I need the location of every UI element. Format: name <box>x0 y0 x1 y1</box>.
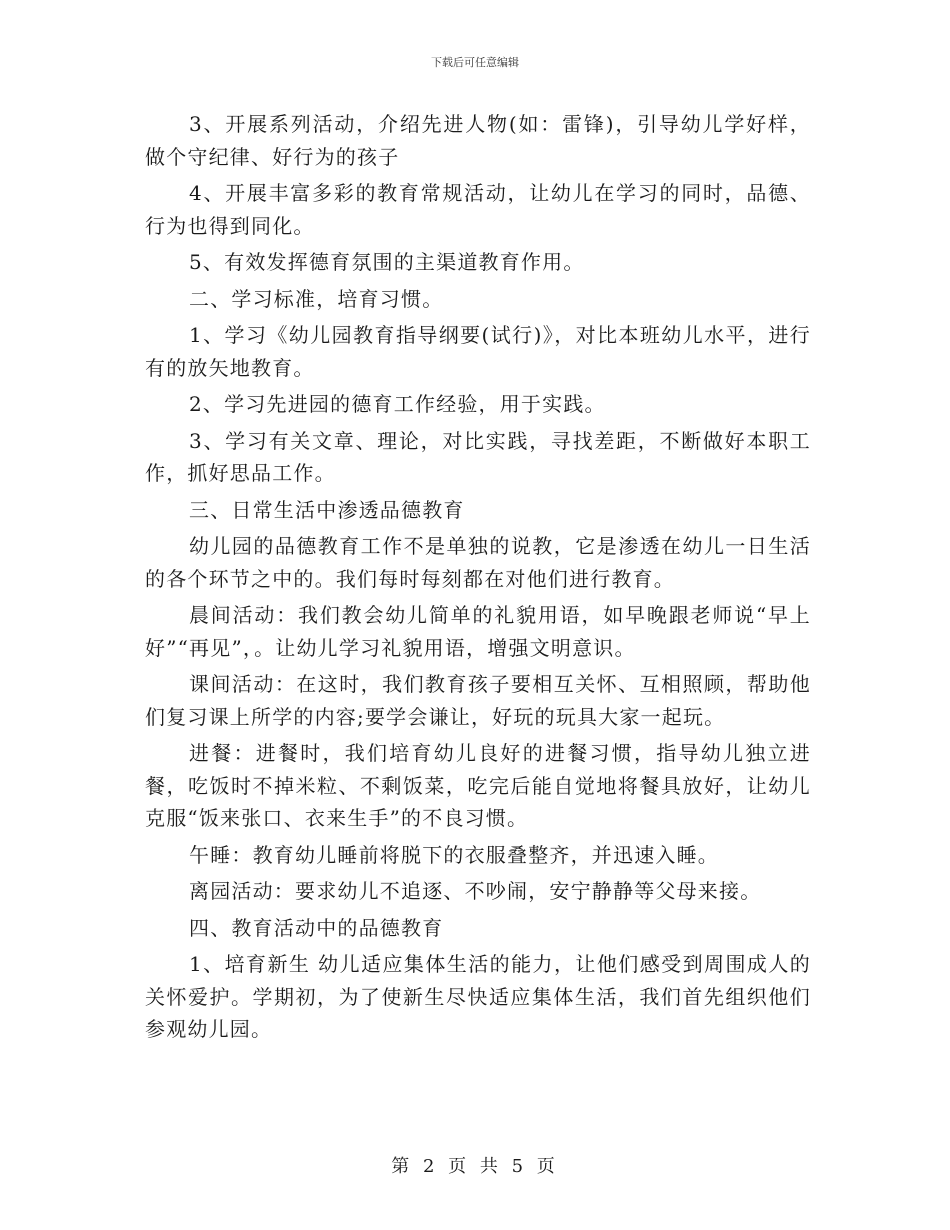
section-heading: 四、教育活动中的品德教育 <box>189 915 444 940</box>
paragraph: 课间活动：在这时，我们教育孩子要相互关怀、互相照顾，帮助他们复习课上所学的内容;要学会谦让，好玩的玩具大家一起玩。 <box>145 672 811 729</box>
page-number: 第 2 页 共 5 页 <box>391 1156 559 1177</box>
paragraph: 晨间活动：我们教会幼儿简单的礼貌用语，如早晚跟老师说“早上好”“再见”，。让幼儿学习礼貌用语，增强文明意识。 <box>145 603 811 660</box>
paragraph: 1、培育新生 幼儿适应集体生活的能力，让他们感受到周围成人的关怀爱护。学期初，为了使新生尽快适应集体生活，我们首先组织他们参观幼儿园。 <box>145 952 811 1041</box>
paragraph: 3、开展系列活动，介绍先进人物(如：雷锋)，引导幼儿学好样，做个守纪律、好行为的孩子 <box>145 112 811 169</box>
paragraph: 2、学习先进园的德育工作经验，用于实践。 <box>189 392 606 416</box>
section-heading: 三、日常生活中渗透品德教育 <box>189 497 465 522</box>
paragraph: 午睡：教育幼儿睡前将脱下的衣服叠整齐，并迅速入睡。 <box>189 842 719 867</box>
paragraph: 3、学习有关文章、理论，对比实践，寻找差距，不断做好本职工作，抓好思品工作。 <box>145 428 811 485</box>
paragraph: 离园活动：要求幼儿不追逐、不吵闹，安宁静静等父母来接。 <box>189 879 762 903</box>
paragraph: 1、学习《幼儿园教育指导纲要(试行)》，对比本班幼儿水平，进行有的放矢地教育。 <box>145 323 811 380</box>
header-note: 下载后可任意编辑 <box>431 56 519 69</box>
paragraph: 4、开展丰富多彩的教育常规活动，让幼儿在学习的同时，品德、行为也得到同化。 <box>145 181 811 238</box>
section-heading: 二、学习标准，培育习惯。 <box>189 286 444 311</box>
paragraph: 5、有效发挥德育氛围的主渠道教育作用。 <box>189 250 585 274</box>
paragraph: 幼儿园的品德教育工作不是单独的说教，它是渗透在幼儿一日生活的各个环节之中的。我们每时每刻都在对他们进行教育。 <box>145 534 811 591</box>
document-body <box>145 108 811 1046</box>
paragraph: 进餐：进餐时，我们培育幼儿良好的进餐习惯，指导幼儿独立进餐，吃饭时不掉米粒、不剩饭菜，吃完后能自觉地将餐具放好，让幼儿克服“饭来张口、衣来生手”的不良习惯。 <box>145 741 811 830</box>
